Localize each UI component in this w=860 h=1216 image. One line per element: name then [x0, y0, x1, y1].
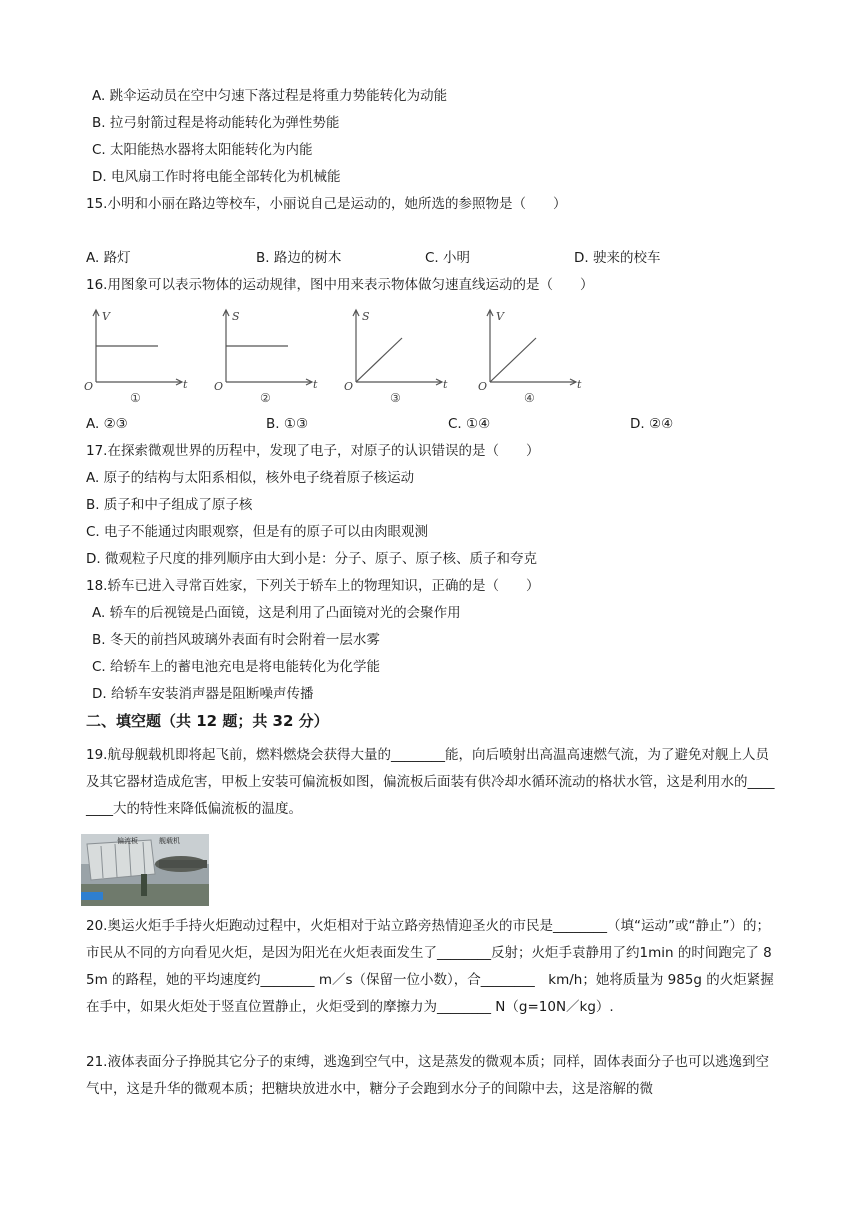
graph-3-s-t-diagonal	[340, 302, 455, 406]
q18-option-b: B. 冬天的前挡风玻璃外表面有时会附着一层水雾	[92, 632, 380, 648]
graph-2-y-axis-label: S	[232, 310, 240, 323]
q16-stem: 16.用图象可以表示物体的运动规律，图中用来表示物体做匀速直线运动的是（ ）	[86, 277, 594, 293]
graph-1-v-t-horizontal	[82, 302, 192, 406]
graph-2-x-axis-label: t	[313, 378, 318, 391]
q17-option-a: A. 原子的结构与太阳系相似，核外电子绕着原子核运动	[86, 470, 415, 486]
q19-text: 19.航母舰载机即将起飞前，燃料燃烧会获得大量的________能，向后喷射出高温高速燃气流，为了避免对舰上人员及其它器材造成危害，甲板上安装可偏流板如图，偏流板后面装有供冷却水循环流动的格状水管，这是利用水的________大的特性来降低偏流板的温度。	[86, 747, 775, 817]
graph-1-origin-label: O	[84, 380, 94, 393]
graph-4-number-label: ④	[524, 391, 535, 405]
section-2-title: 二、填空题（共 12 题；共 32 分）	[86, 712, 329, 730]
q15-option-a: A. 路灯	[86, 250, 131, 266]
q15-stem: 15.小明和小丽在路边等校车，小丽说自己是运动的，她所选的参照物是（ ）	[86, 196, 567, 212]
graph-2-origin-label: O	[214, 380, 224, 393]
graph-4-y-axis-label: V	[496, 310, 504, 323]
q20-text: 20.奥运火炬手手持火炬跑动过程中，火炬相对于站立路旁热情迎圣火的市民是________（填“运动”或“静止”）的；市民从不同的方向看见火炬，是因为阳光在火炬表面发生了________反射；火炬手袁静用了约1min 的时间跑完了 85m 的路程，她的平均速度约________ m／s（保留一位小数），合________ km/h；她将质量为 985g 的火炬紧握在手中，如果火炬处于竖直位置静止，火炬受到的摩擦力为________ N（g=10N／kg）.	[86, 918, 774, 1015]
q16-option-a: A. ②③	[86, 416, 128, 432]
q14-option-c: C. 太阳能热水器将太阳能转化为内能	[92, 142, 313, 158]
graph-2-s-t-horizontal	[210, 302, 325, 406]
q17-option-b: B. 质子和中子组成了原子核	[86, 497, 253, 513]
deflector-photo-image	[81, 834, 209, 906]
graph-4-v-t-diagonal	[474, 302, 589, 406]
q21-text: 21.液体表面分子挣脱其它分子的束缚，逃逸到空气中，这是蒸发的微观本质；同样，固体表面分子也可以逃逸到空气中，这是升华的微观本质；把糖块放进水中，糖分子会跑到水分子的间隙中去，这是溶解的微	[86, 1054, 769, 1097]
q17-stem: 17.在探索微观世界的历程中，发现了电子，对原子的认识错误的是（ ）	[86, 443, 540, 459]
q14-option-b: B. 拉弓射箭过程是将动能转化为弹性势能	[92, 115, 340, 131]
deflector-photo	[81, 834, 209, 906]
graph-1-y-axis-label: V	[102, 310, 110, 323]
q18-option-d: D. 给轿车安装消声器是阻断噪声传播	[92, 686, 314, 702]
graph-1-number-label: ①	[130, 391, 141, 405]
q18-option-a: A. 轿车的后视镜是凸面镜，这是利用了凸面镜对光的会聚作用	[92, 605, 461, 621]
graph-2-number-label: ②	[260, 391, 271, 405]
q16-option-c: C. ①④	[448, 416, 491, 432]
q17-option-d: D. 微观粒子尺度的排列顺序由大到小是：分子、原子、原子核、质子和夸克	[86, 551, 537, 567]
q15-option-b: B. 路边的树木	[256, 250, 342, 266]
q16-option-d: D. ②④	[630, 416, 674, 432]
graph-3-origin-label: O	[344, 380, 354, 393]
q15-option-c: C. 小明	[425, 250, 471, 266]
graph-4-x-axis-label: t	[577, 378, 582, 391]
q18-stem: 18.轿车已进入寻常百姓家，下列关于轿车上的物理知识，正确的是（ ）	[86, 578, 540, 594]
q14-option-d: D. 电风扇工作时将电能全部转化为机械能	[92, 169, 341, 185]
photo-label-aircraft: 舰载机	[159, 837, 180, 845]
graph-3-number-label: ③	[390, 391, 401, 405]
graph-1-x-axis-label: t	[183, 378, 188, 391]
photo-label-deflector: 偏流板	[117, 837, 138, 845]
graph-3-y-axis-label: S	[362, 310, 370, 323]
q16-option-b: B. ①③	[266, 416, 309, 432]
q15-option-d: D. 驶来的校车	[574, 250, 661, 266]
q14-option-a: A. 跳伞运动员在空中匀速下落过程是将重力势能转化为动能	[92, 88, 448, 104]
q17-option-c: C. 电子不能通过肉眼观察，但是有的原子可以由肉眼观测	[86, 524, 429, 540]
q18-option-c: C. 给轿车上的蓄电池充电是将电能转化为化学能	[92, 659, 381, 675]
graph-3-x-axis-label: t	[443, 378, 448, 391]
graph-4-origin-label: O	[478, 380, 488, 393]
